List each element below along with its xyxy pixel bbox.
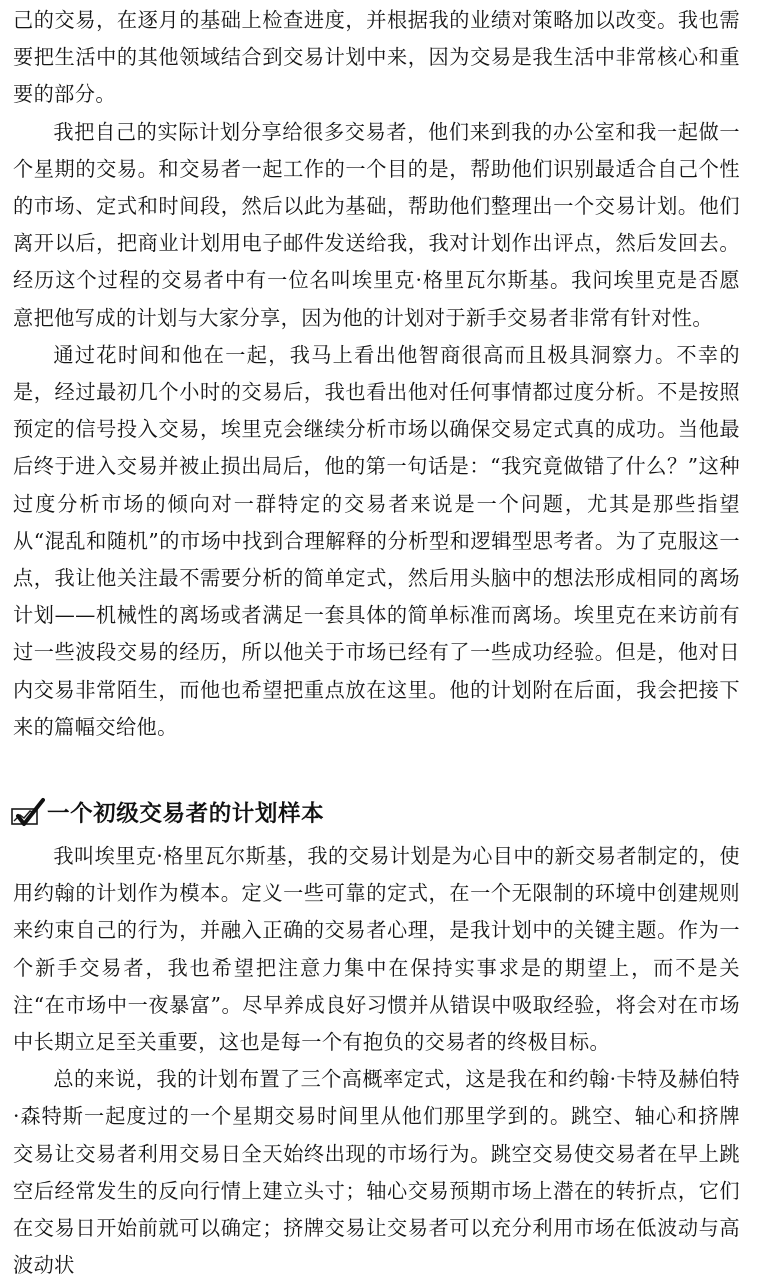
paragraph: 我叫埃里克·格里瓦尔斯基，我的交易计划是为心目中的新交易者制定的，使用约翰的计划作为模本。定义一些可靠的定式，在一个无限制的环境中创建规则来约束自己的行为，并融入正确的交易者心理，是我计划中的关键主题。作为一个新手交易者，我也希望把注意力集中在保持实事求是的期望上，而不是关注“在市场中一夜暴富”。尽早养成良好习惯并从错误中吸取经验，将会对在市场中长期立足至关重要，这也是每一个有抱负的交易者的终极目标。 xyxy=(13,844,740,1055)
section-heading xyxy=(11,790,740,834)
paragraph: 总的来说，我的计划布置了三个高概率定式，这是我在和约翰·卡特及赫伯特·森特斯一起度过的一个星期交易时间里从他们那里学到的。跳空、轴心和挤牌交易让交易者利用交易日全天始终出现的市场行为。跳空交易使交易者在早上跳空后经常发生的反向行情上建立头寸；轴心交易预期市场上潜在的转折点，它们在交易日开始前就可以确定；挤牌交易让交易者可以充分利用市场在低波动与高波动状 xyxy=(13,1067,740,1278)
body-text-before xyxy=(13,2,740,746)
body-text-after xyxy=(13,838,740,1284)
paragraph: 通过花时间和他在一起，我马上看出他智商很高而且极具洞察力。不幸的是，经过最初几个小时的交易后，我也看出他对任何事情都过度分析。不是按照预定的信号投入交易，埃里克会继续分析市场以确保交易定式真的成功。当他最后终于进入交易并被止损出局后，他的第一句话是：“我究竟做错了什么？”这种过度分析市场的倾向对一群特定的交易者来说是一个问题，尤其是那些指望从“混乱和随机”的市场中找到合理解释的分析型和逻辑型思考者。为了克服这一点，我让他关注最不需要分析的简单定式，然后用头脑中的想法形成相同的离场计划——机械性的离场或者满足一套具体的简单标准而离场。埃里克在来访前有过一些波段交易的经历，所以他关于市场已经有了一些成功经验。但是，他对日内交易非常陌生，而他也希望把重点放在这里。他的计划附在后面，我会把接下来的篇幅交给他。 xyxy=(13,342,740,739)
paragraph: 我把自己的实际计划分享给很多交易者，他们来到我的办公室和我一起做一个星期的交易。和交易者一起工作的一个目的是，帮助他们识别最适合自己个性的市场、定式和时间段，然后以此为基础，帮助他们整理出一个交易计划。他们离开以后，把商业计划用电子邮件发送给我，我对计划作出评点，然后发回去。经历这个过程的交易者中有一位名叫埃里克·格里瓦尔斯基。我问埃里克是否愿意把他写成的计划与大家分享，因为他的计划对于新手交易者非常有针对性。 xyxy=(13,119,740,330)
chart-check-icon xyxy=(11,797,45,827)
paragraph: 己的交易，在逐月的基础上检查进度，并根据我的业绩对策略加以改变。我也需要把生活中的其他领域结合到交易计划中来，因为交易是我生活中非常核心和重要的部分。 xyxy=(13,8,740,107)
section-title: 一个初级交易者的计划样本 xyxy=(47,801,325,828)
